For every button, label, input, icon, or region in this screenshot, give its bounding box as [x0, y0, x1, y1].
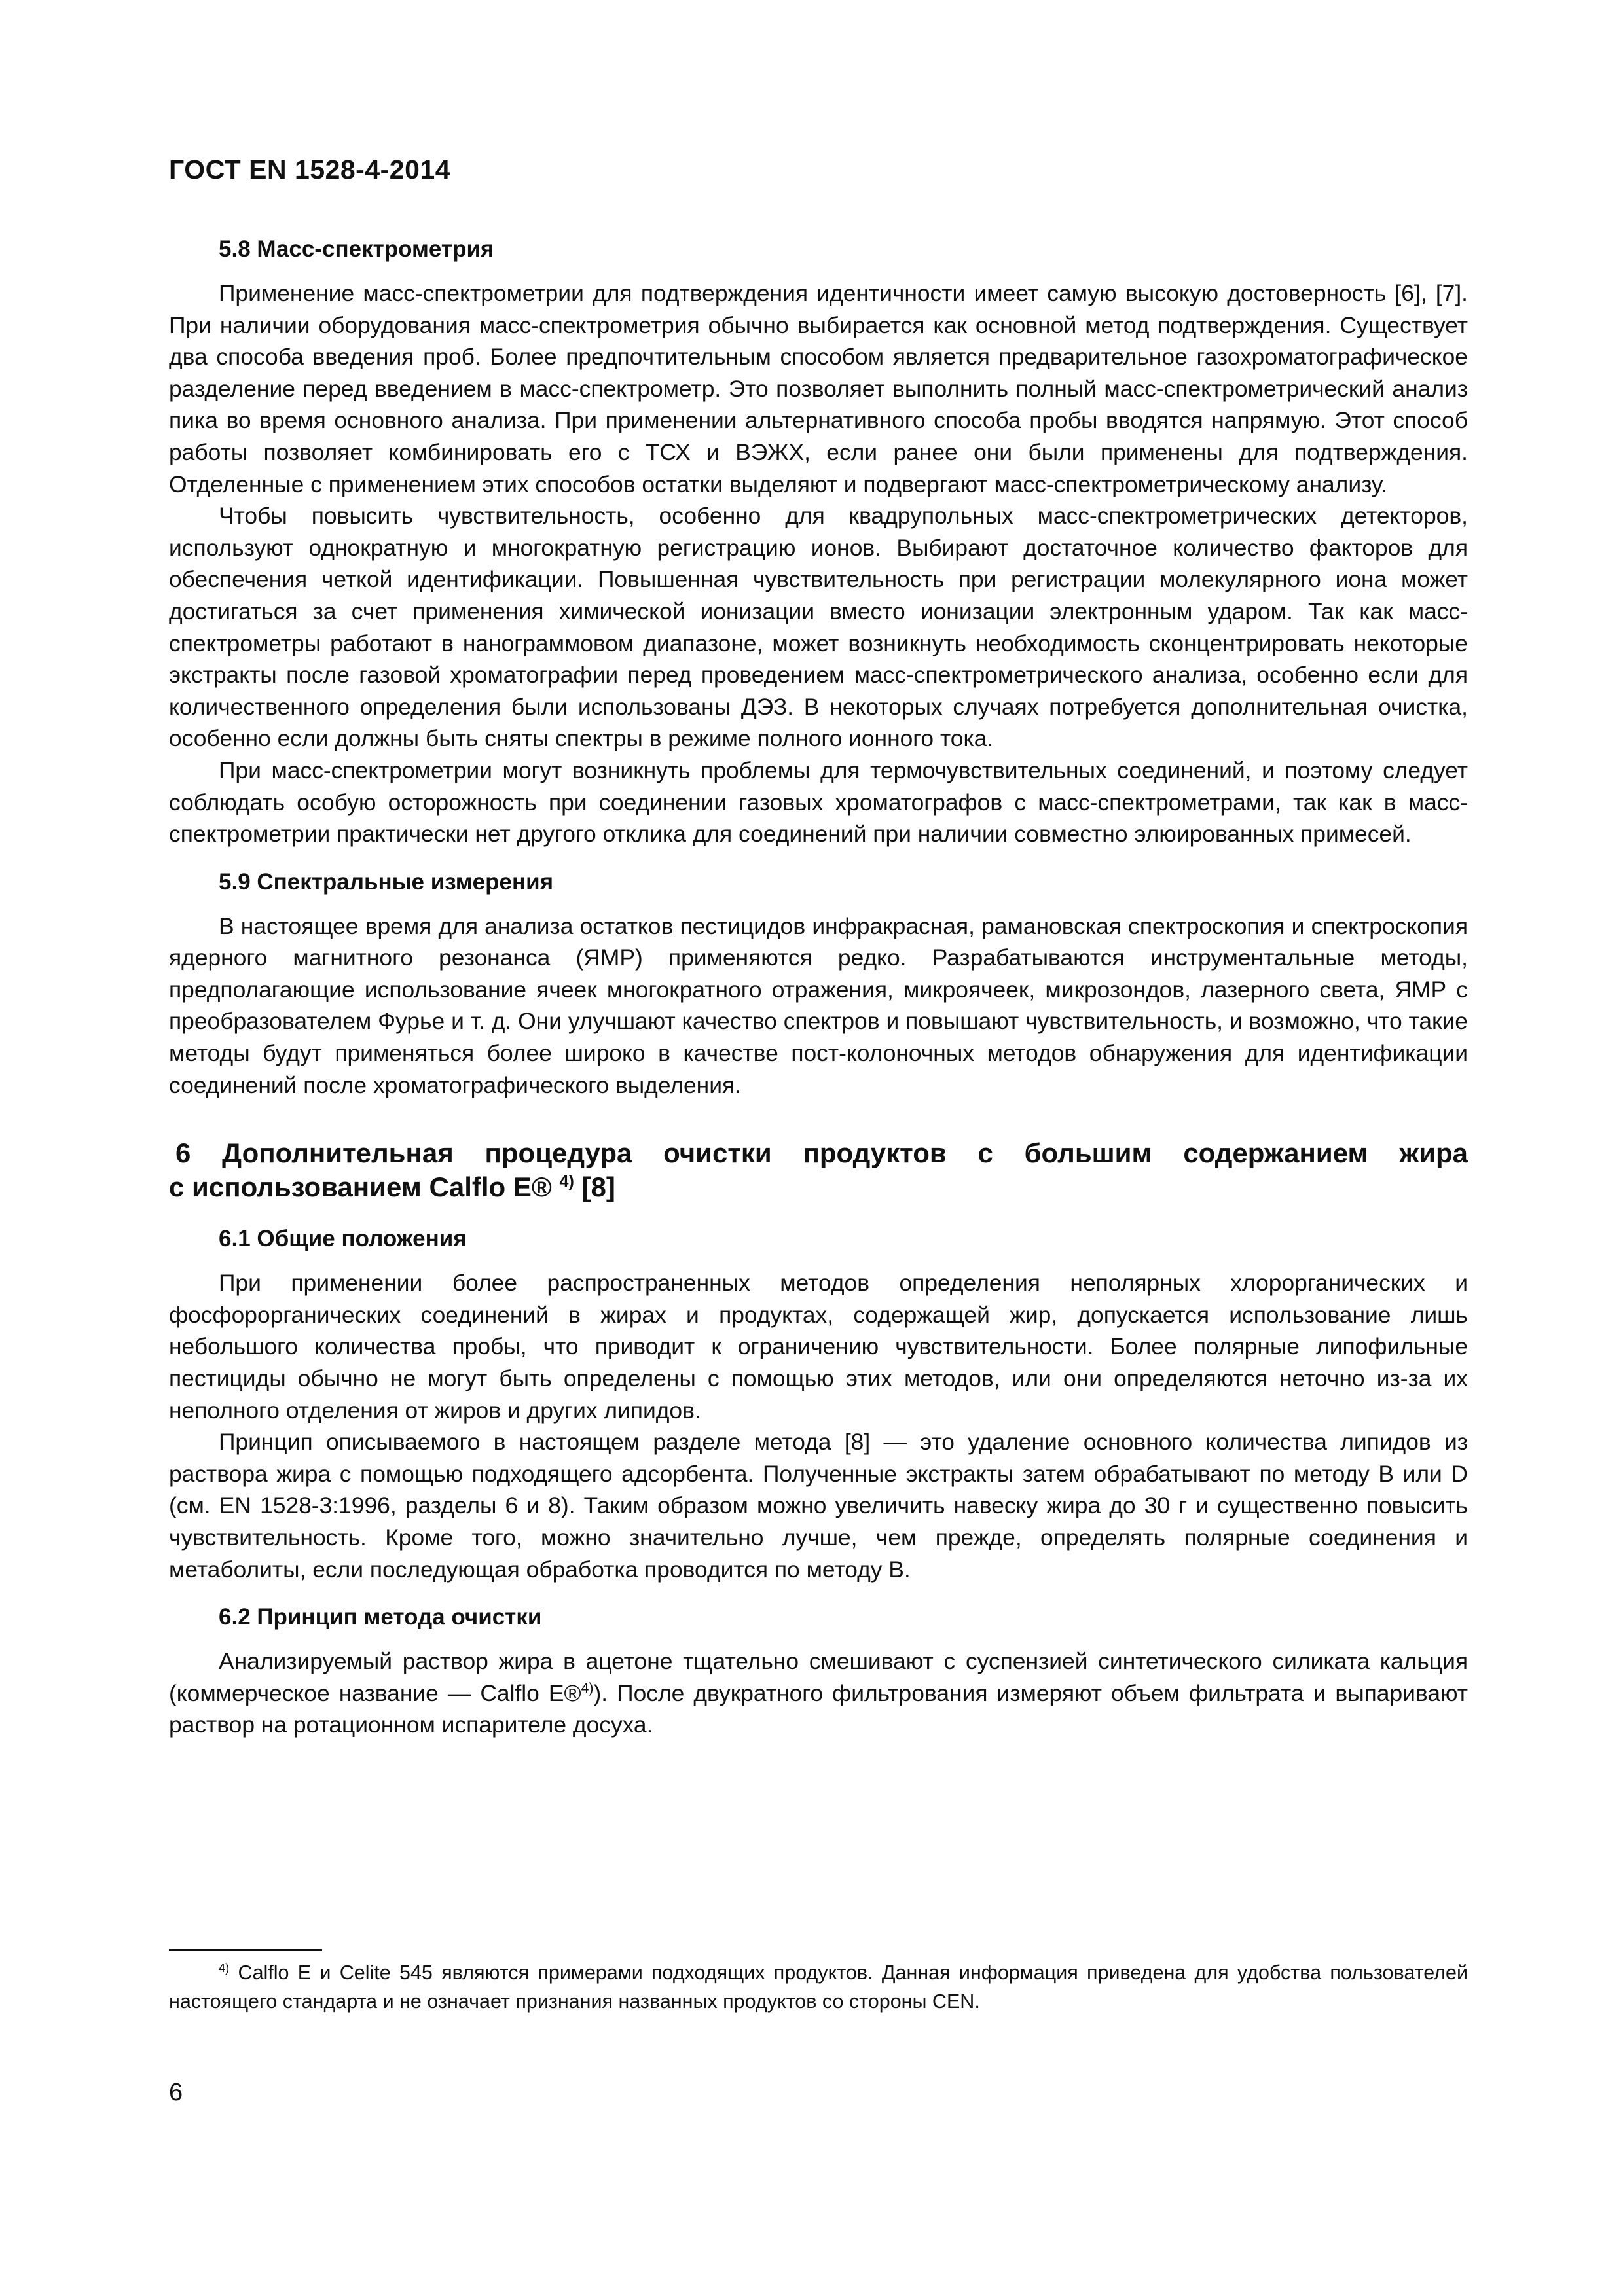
chapter-title-line2: с использованием Calflo E® — [169, 1172, 552, 1203]
footnote-mark: 4) — [219, 1960, 230, 1975]
section-heading: 6.1 Общие положения — [219, 1226, 467, 1252]
section-heading: 6.2 Принцип метода очистки — [219, 1604, 542, 1630]
chapter-heading — [169, 1136, 1468, 1204]
section-6-2 — [169, 1601, 1468, 1741]
paragraph: Принцип описываемого в настоящем разделе метода [8] — это удаление основного количества липидов из раствора жира с помощью подходящего адсорбента. Полученные экстракты затем обрабатывают по методу B или D (см. EN 1528-3:1996, разделы 6 и 8). Таким образом можно увеличить навеску жира до 30 г и существенно повысить чувствительность. Кроме того, можно значительно лучше, чем прежде, определять полярные соединения и метаболиты, если последующая обработка проводится по методу B. — [169, 1429, 1468, 1583]
section-heading: 5.9 Спектральные измерения — [219, 869, 554, 895]
section-heading: 5.8 Масс-спектрометрия — [219, 236, 494, 262]
footnote-text: Calflo E и Celite 545 являются примерами подходящих продуктов. Данная информация приведена для удобства пользователей настоящего стандарта и не означает признания названных продуктов со стороны CEN. — [169, 1962, 1468, 2013]
document-header: ГОСТ EN 1528-4-2014 — [169, 154, 450, 185]
paragraph — [169, 1645, 1468, 1741]
footnote-ref: 4) — [559, 1172, 574, 1191]
footnote — [169, 1958, 1468, 2016]
paragraph: Применение масс-спектрометрии для подтверждения идентичности имеет самую высокую достоверность [6], [7]. При наличии оборудования масс-спектрометрия обычно выбирается как основной метод подтверждения. Существует два способа введения проб. Более предпочтительным способом является предварительное газохроматографическое разделение перед введением в масс-спектрометр. Это позволяет выполнить полный масс-спектрометрический анализ пика во время основного анализа. При применении альтернативного способа пробы вводятся напрямую. Этот способ работы позволяет комбинировать его с ТСХ и ВЭЖХ, если ранее они были применены для подтверждения. Отделенные с применением этих способов остатки выделяют и подвергают масс-спектрометрическому анализу. — [169, 280, 1468, 497]
paragraph: При масс-спектрометрии могут возникнуть проблемы для термочувствительных соединений, и поэтому следует соблюдать особую осторожность при соединении газовых хроматографов с масс-спектрометрами, так как в масс-спектрометрии практически нет другого отклика для соединений при наличии совместно элюированных примесей. — [169, 757, 1468, 848]
footnote-ref: 4) — [581, 1679, 594, 1696]
footnote-divider — [169, 1949, 322, 1951]
paragraph-text-b: ). После двукратного фильтрования измеряют объем фильтрата и выпаривают раствор на ротационном испарителе досуха. — [169, 1679, 1468, 1738]
paragraph: Чтобы повысить чувствительность, особенно для квадрупольных масс-спектрометрических детекторов, используют однократную и многократную регистрацию ионов. Выбирают достаточное количество факторов для обеспечения четкой идентификации. Повышенная чувствительность при регистрации молекулярного иона может достигаться за счет применения химической ионизации вместо ионизации электронным ударом. Так как масс-спектрометры работают в нанограммовом диапазоне, может возникнуть необходимость сконцентрировать некоторые экстракты после газовой хроматографии перед проведением масс-спектрометрического анализа, особенно если для количественного определения были использованы ДЭЗ. В некоторых случаях потребуется дополнительная очистка, особенно если должны быть сняты спектры в режиме полного ионного тока. — [169, 503, 1468, 752]
paragraph: В настоящее время для анализа остатков пестицидов инфракрасная, рамановская спектроскопия и спектроскопия ядерного магнитного резонанса (ЯМР) применяются редко. Разрабатываются инструментальные методы, предполагающие использование ячеек многократного отражения, микроячеек, микрозондов, лазерного света, ЯМР с преобразователем Фурье и т. д. Они улучшают качество спектров и повышают чувствительность, и возможно, что такие методы будут применяться более широко в качестве пост-колоночных методов обнаружения для идентификации соединений после хроматографического выделения. — [169, 912, 1468, 1098]
paragraph: При применении более распространенных методов определения неполярных хлорорганических и фосфорорганических соединений в жирах и продуктах, содержащей жир, допускается использование лишь небольшого количества пробы, что приводит к ограничению чувствительности. Более полярные липофильные пестициды обычно не могут быть определены с помощью этих методов, или они определяются неточно из-за их неполного отделения от жиров и других липидов. — [169, 1270, 1468, 1424]
paragraph-text-a: Анализируемый раствор жира в ацетоне тщательно смешивают с суспензией синтетического силиката кальция (коммерческое название — Calflo E® — [169, 1648, 1468, 1706]
section-5-9 — [169, 866, 1468, 1102]
section-5-8 — [169, 233, 1468, 850]
page-number: 6 — [169, 2079, 183, 2106]
chapter-title-ref: [8] — [574, 1172, 615, 1203]
document-body — [169, 233, 1468, 1757]
chapter-title-line1: 6 Дополнительная процедура очистки продуктов с большим содержанием жира — [175, 1138, 1468, 1169]
section-6-1 — [169, 1223, 1468, 1585]
